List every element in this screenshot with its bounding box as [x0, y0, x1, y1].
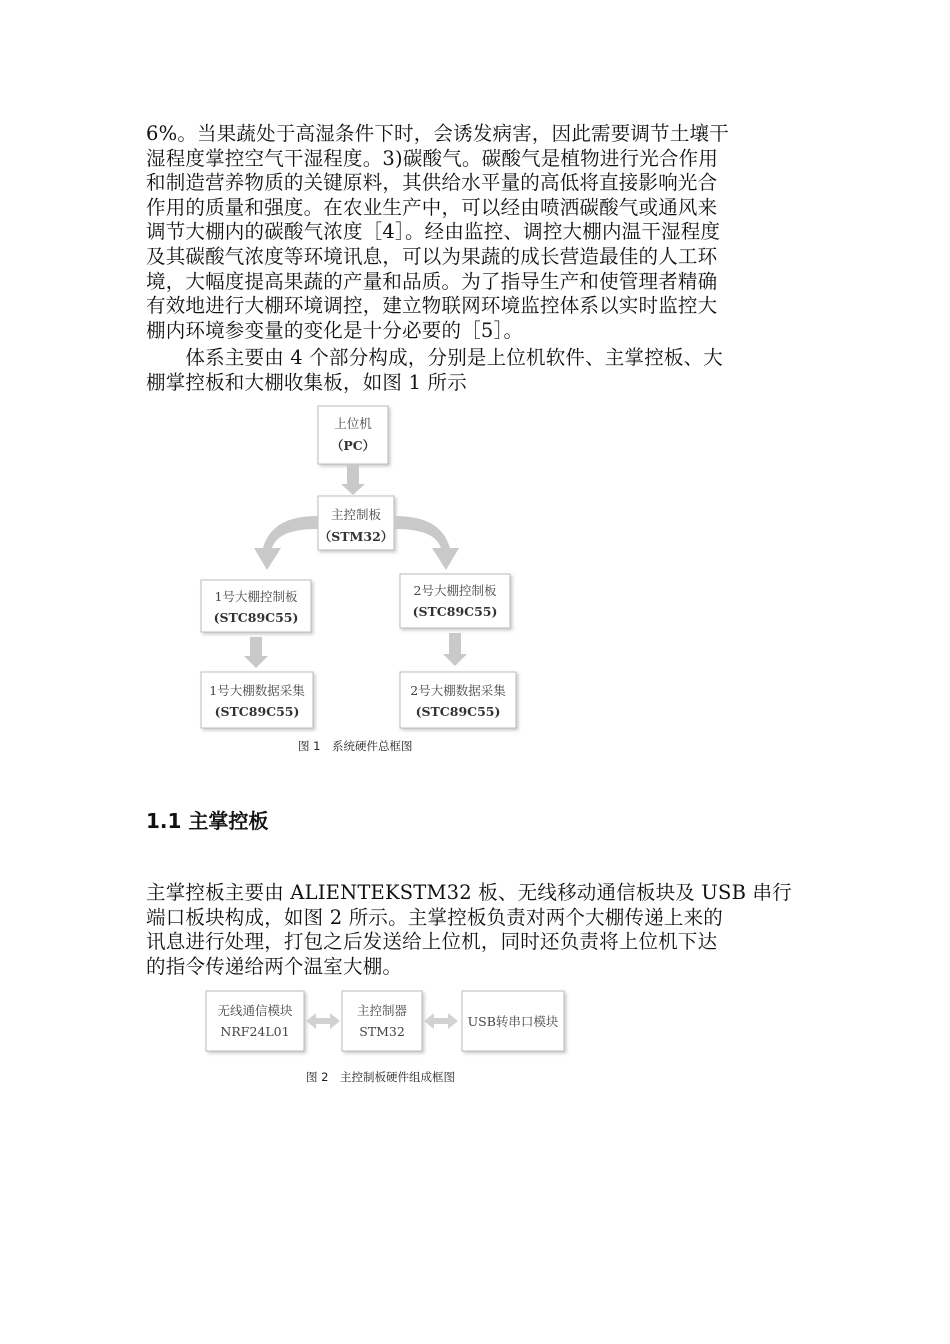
text-line: 讯息进行处理，打包之后发送给上位机，同时还负责将上位机下达	[146, 930, 718, 954]
text-line: 及其碳酸气浓度等环境讯息，可以为果蔬的成长营造最佳的人工环	[146, 244, 718, 268]
node-label: 2号大棚控制板	[413, 583, 497, 598]
text-line: 棚内环境参变量的变化是十分必要的［5］。	[146, 318, 524, 342]
node-sublabel: STM32	[359, 1024, 405, 1039]
node-label: 2号大棚数据采集	[410, 683, 506, 698]
node-sublabel: (STC89C55)	[412, 604, 498, 619]
node-sublabel: (STC89C55)	[415, 704, 501, 719]
node-label: 1号大棚控制板	[214, 589, 298, 604]
node-label: 主控制板	[330, 507, 382, 522]
node-sublabel: (STC89C55)	[214, 704, 300, 719]
text-line: 和制造营养物质的关键原料，其供给水平量的高低将直接影响光合	[146, 171, 718, 195]
figure-2-main-board-diagram	[200, 985, 572, 1060]
node-label: 主控制器	[356, 1003, 408, 1018]
text-line: 湿程度掌控空气干湿程度。3)碳酸气。碳酸气是植物进行光合作用	[146, 146, 719, 170]
node-label: 1号大棚数据采集	[209, 683, 305, 698]
greenhouse-1-collector-node	[201, 672, 313, 728]
main-controller-node	[342, 991, 422, 1051]
body-paragraph-1	[146, 122, 810, 343]
text-line: 棚掌控板和大棚收集板，如图 1 所示	[146, 370, 467, 394]
node-sublabel: NRF24L01	[220, 1024, 290, 1039]
section-heading: 1.1 主掌控板	[146, 809, 269, 833]
node-sublabel: (STC89C55)	[213, 610, 299, 625]
body-paragraph-3	[146, 881, 810, 979]
node-label: 无线通信模块	[217, 1003, 293, 1018]
usb-serial-module-node	[462, 991, 564, 1051]
node-label: USB转串口模块	[467, 1014, 559, 1029]
greenhouse-1-controller-node	[201, 580, 311, 632]
curved-arrow-left-icon	[254, 516, 318, 570]
figure-1-system-block-diagram	[195, 400, 530, 740]
text-line: 的指令传递给两个温室大棚。	[146, 954, 403, 978]
figure-2-caption: 图 2 主控制板硬件组成框图	[306, 1070, 455, 1084]
text-line: 境，大幅度提高果蔬的产量和品质。为了指导生产和使管理者精确	[146, 269, 718, 293]
wireless-module-node	[206, 991, 304, 1051]
down-arrow-icon	[244, 637, 268, 668]
down-arrow-icon	[443, 633, 467, 666]
text-line: 主掌控板主要由 ALIENTEKSTM32 板、无线移动通信板块及 USB 串行	[146, 881, 792, 904]
text-line: 端口板块构成，如图 2 所示。主掌控板负责对两个大棚传递上来的	[146, 905, 724, 929]
greenhouse-2-controller-node	[400, 574, 510, 628]
double-arrow-icon	[306, 1013, 340, 1029]
pc-node	[318, 406, 388, 464]
node-sublabel: （PC）	[330, 438, 376, 453]
main-controller-node	[318, 496, 394, 550]
greenhouse-2-collector-node	[400, 672, 516, 728]
curved-arrow-right-icon	[394, 516, 459, 570]
text-line: 体系主要由 4 个部分构成，分别是上位机软件、主掌控板、大	[146, 346, 724, 369]
figure-1-caption: 图 1 系统硬件总框图	[298, 739, 413, 753]
text-line: 调节大棚内的碳酸气浓度［4］。经由监控、调控大棚内温干湿程度	[146, 220, 721, 244]
node-sublabel: （STM32）	[318, 529, 394, 544]
node-label: 上位机	[334, 416, 372, 431]
text-line: 有效地进行大棚环境调控，建立物联网环境监控体系以实时监控大	[146, 294, 718, 318]
text-line: 6%。当果蔬处于高湿条件下时，会诱发病害，因此需要调节土壤干	[146, 122, 729, 145]
body-paragraph-2	[146, 346, 810, 395]
double-arrow-icon	[424, 1013, 458, 1029]
down-arrow-icon	[341, 464, 365, 495]
text-line: 作用的质量和强度。在农业生产中，可以经由喷洒碳酸气或通风来	[146, 195, 718, 219]
